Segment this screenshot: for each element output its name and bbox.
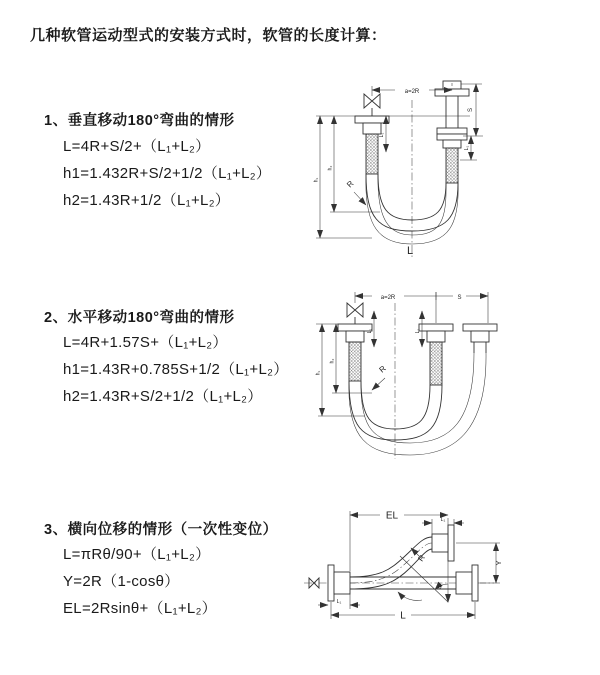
right-pipe-assembly <box>463 324 497 353</box>
dim-label-y: Y <box>494 560 503 566</box>
doc-title: 几种软管运动型式的安装方式时，软管的长度计算： <box>30 27 387 44</box>
section-3-formula-L: L=πRθ/90+（L₁+L₂） <box>63 546 211 563</box>
dim-label-a2r: a=2R <box>404 89 420 95</box>
dim-label-h1: h₁ <box>315 370 322 376</box>
angle-label: θ <box>438 584 442 591</box>
displaced-hose <box>350 537 432 589</box>
radius-label: R <box>416 553 427 564</box>
dim-label-s: S <box>457 295 462 301</box>
left-pipe-assembly <box>338 303 372 381</box>
dim-label-l: L <box>400 610 406 622</box>
section-2-formula-h2: h2=1.43R+S/2+1/2（L₁+L₂） <box>63 388 263 405</box>
valve-icon <box>347 303 363 317</box>
dim-label-l1-left: L₁ <box>367 328 373 334</box>
section-1-heading: 1、垂直移动180°弯曲的情形 <box>44 113 235 129</box>
right-pipe-assembly <box>435 81 469 183</box>
diagram-horizontal-180-bend <box>310 281 600 466</box>
diagram-vertical-180-bend <box>310 70 550 262</box>
dimensions <box>316 292 489 417</box>
dim-label-a2r: a=2R <box>380 295 396 301</box>
braided-hose-section <box>446 148 458 183</box>
section-2-heading: 2、水平移动180°弯曲的情形 <box>44 310 235 326</box>
radius-label: R <box>377 363 388 375</box>
section-2-formula-L: L=4R+1.57S+（L₁+L₂） <box>63 334 228 351</box>
valve-icon <box>364 94 380 108</box>
dim-label-s: S <box>468 107 474 113</box>
braided-hose-section <box>430 342 442 385</box>
dim-label-h2: h₂ <box>329 358 336 364</box>
hose-curves <box>349 353 486 455</box>
section-1-formula-h1: h1=1.432R+S/2+1/2（L₁+L₂） <box>63 165 272 182</box>
section-2-formula-h1: h1=1.43R+0.785S+1/2（L₁+L₂） <box>63 361 289 378</box>
radius-label: R <box>345 178 356 190</box>
section-3-formula-Y: Y=2R（1-cosθ） <box>63 573 180 590</box>
diagram-lateral-displacement <box>300 496 600 643</box>
section-3-formula-EL: EL=2Rsinθ+（L₁+L₂） <box>63 600 217 617</box>
braided-hose-section <box>349 342 361 381</box>
dim-label-l1-bottom: L₁ <box>336 599 342 605</box>
top-flange <box>432 525 454 561</box>
dim-label-el: EL <box>385 510 399 522</box>
dim-label-l1-left: L₁ <box>379 132 385 138</box>
length-label: L <box>406 245 414 257</box>
section-1-formula-L: L=4R+S/2+（L₁+L₂） <box>63 138 211 155</box>
section-1-formula-h2: h2=1.43R+1/2（L₁+L₂） <box>63 192 231 209</box>
vertex-arrow <box>445 594 451 603</box>
dim-label-l1: L₁ <box>464 145 470 151</box>
dim-label-h2: h₂ <box>327 165 334 171</box>
middle-pipe-assembly <box>419 324 453 385</box>
right-flange <box>456 565 478 601</box>
dim-label-l1-mid: L₁ <box>415 328 421 334</box>
dim-label-h1: h₁ <box>313 177 320 183</box>
braided-hose-section <box>366 134 378 174</box>
section-3-heading: 3、横向位移的情形（一次性变位） <box>44 522 278 538</box>
dim-label-l1-top: L₁ <box>440 517 446 523</box>
